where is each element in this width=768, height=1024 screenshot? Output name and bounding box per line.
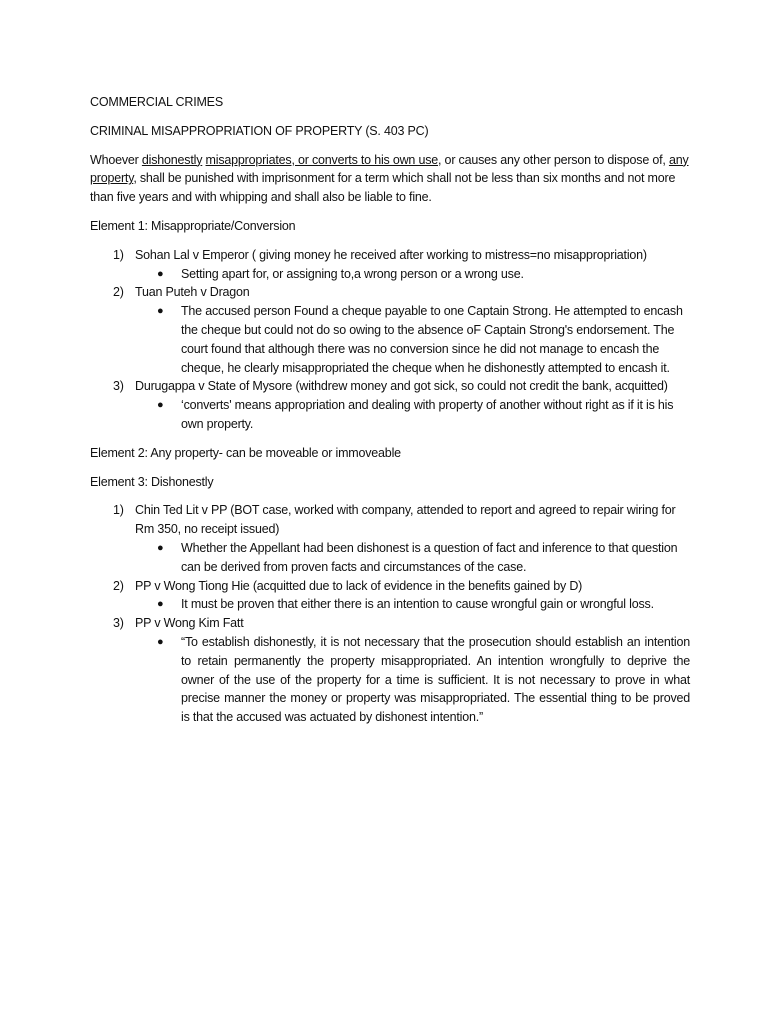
underlined-term-any-property: any property bbox=[90, 152, 689, 186]
case-bullet-text: “To establish dishonestly, it is not necessary that the prosecution should establish an intention to retain permanently the property misappropriated. An intention wrongfully to deprive the owner of the use of the property for a time is sufficient. It is not necessary to prove in what precise manner the money or property was misappropriated. The essential thing to be proved is that the accused was actuated by dishonest intention.” bbox=[181, 634, 690, 725]
case-bullet-text: The accused person Found a cheque payable to one Captain Strong. He attempted to encash the cheque but could not do so owing to the absence oF Captain Strong's endorsement. The court found that although there was no conversion since he did not manage to encash the cheque, he clearly misappropriated the cheque when he dishonestly attempted to encash it. bbox=[181, 304, 683, 375]
underlined-term-misappropriates: misappropriates, or converts to his own use bbox=[205, 152, 439, 167]
underlined-term-dishonestly: dishonestly bbox=[141, 152, 203, 167]
case-bullet-text: ‘converts' means appropriation and dealing with property of another without right as if it is his own property. bbox=[181, 398, 674, 431]
document-body bbox=[90, 93, 690, 737]
bullet-icon: ● bbox=[157, 305, 164, 318]
case-bullet-list bbox=[135, 633, 690, 727]
case-title: Sohan Lal v Emperor ( giving money he received after working to mistress=no misappropriation) bbox=[135, 247, 647, 262]
case-bullet-list bbox=[135, 539, 690, 577]
case-number: 1) bbox=[113, 247, 124, 262]
case-item bbox=[90, 577, 690, 615]
case-bullet bbox=[135, 539, 690, 577]
bullet-icon: ● bbox=[157, 267, 164, 280]
element-3-case-list bbox=[90, 501, 690, 727]
case-item bbox=[90, 501, 690, 576]
case-bullet-list bbox=[135, 396, 690, 434]
document-title: COMMERCIAL CRIMES bbox=[90, 95, 223, 109]
case-title: Durugappa v State of Mysore (withdrew money and got sick, so could not credit the bank, acquitted) bbox=[135, 379, 668, 394]
case-item bbox=[90, 377, 690, 433]
case-bullet-text: Whether the Appellant had been dishonest is a question of fact and inference to that question can be derived from proven facts and circumstances of the case. bbox=[181, 540, 678, 574]
case-title: PP v Wong Tiong Hie (acquitted due to lack of evidence in the benefits gained by D) bbox=[135, 578, 583, 593]
bullet-icon: ● bbox=[157, 541, 164, 554]
case-number: 2) bbox=[113, 285, 124, 300]
case-number: 3) bbox=[113, 379, 124, 394]
case-title: Chin Ted Lit v PP (BOT case, worked with company, attended to report and agreed to repair wiring for Rm 350, no receipt issued) bbox=[135, 503, 676, 537]
case-item bbox=[90, 246, 690, 284]
case-bullet bbox=[135, 633, 690, 727]
bullet-icon: ● bbox=[157, 598, 164, 611]
case-bullet bbox=[135, 265, 690, 284]
case-bullet-list bbox=[135, 595, 690, 614]
bullet-icon: ● bbox=[157, 399, 164, 412]
bullet-icon: ● bbox=[157, 635, 164, 648]
element-1-case-list bbox=[90, 246, 690, 434]
case-number: 3) bbox=[113, 616, 124, 631]
case-bullet-text: It must be proven that either there is an intention to cause wrongful gain or wrongful loss. bbox=[181, 597, 654, 612]
case-bullet bbox=[135, 595, 690, 614]
element-2-heading: Element 2: Any property- can be moveable or immoveable bbox=[90, 445, 401, 460]
case-bullet-list bbox=[135, 265, 690, 284]
definition-text: Whoever bbox=[90, 152, 142, 167]
case-number: 2) bbox=[113, 578, 124, 593]
case-bullet-text: Setting apart for, or assigning to,a wrong person or a wrong use. bbox=[181, 266, 524, 281]
case-title: Tuan Puteh v Dragon bbox=[135, 285, 250, 300]
element-3-heading: Element 3: Dishonestly bbox=[90, 474, 214, 489]
definition-paragraph bbox=[90, 151, 690, 207]
definition-text: , or causes any other person to dispose of, bbox=[438, 152, 669, 167]
case-item bbox=[90, 283, 690, 377]
section-title: CRIMINAL MISAPPROPRIATION OF PROPERTY (S. 403 PC) bbox=[90, 123, 429, 138]
element-1-heading: Element 1: Misappropriate/Conversion bbox=[90, 218, 296, 233]
case-title: PP v Wong Kim Fatt bbox=[135, 616, 244, 631]
case-item bbox=[90, 614, 690, 727]
case-bullet bbox=[135, 396, 690, 434]
definition-text: , shall be punished with imprisonment for a term which shall not be less than six months and not more than five years and with whipping and shall also be liable to fine. bbox=[90, 171, 676, 205]
case-bullet-list bbox=[135, 302, 690, 377]
case-bullet bbox=[135, 302, 690, 377]
case-number: 1) bbox=[113, 503, 124, 518]
